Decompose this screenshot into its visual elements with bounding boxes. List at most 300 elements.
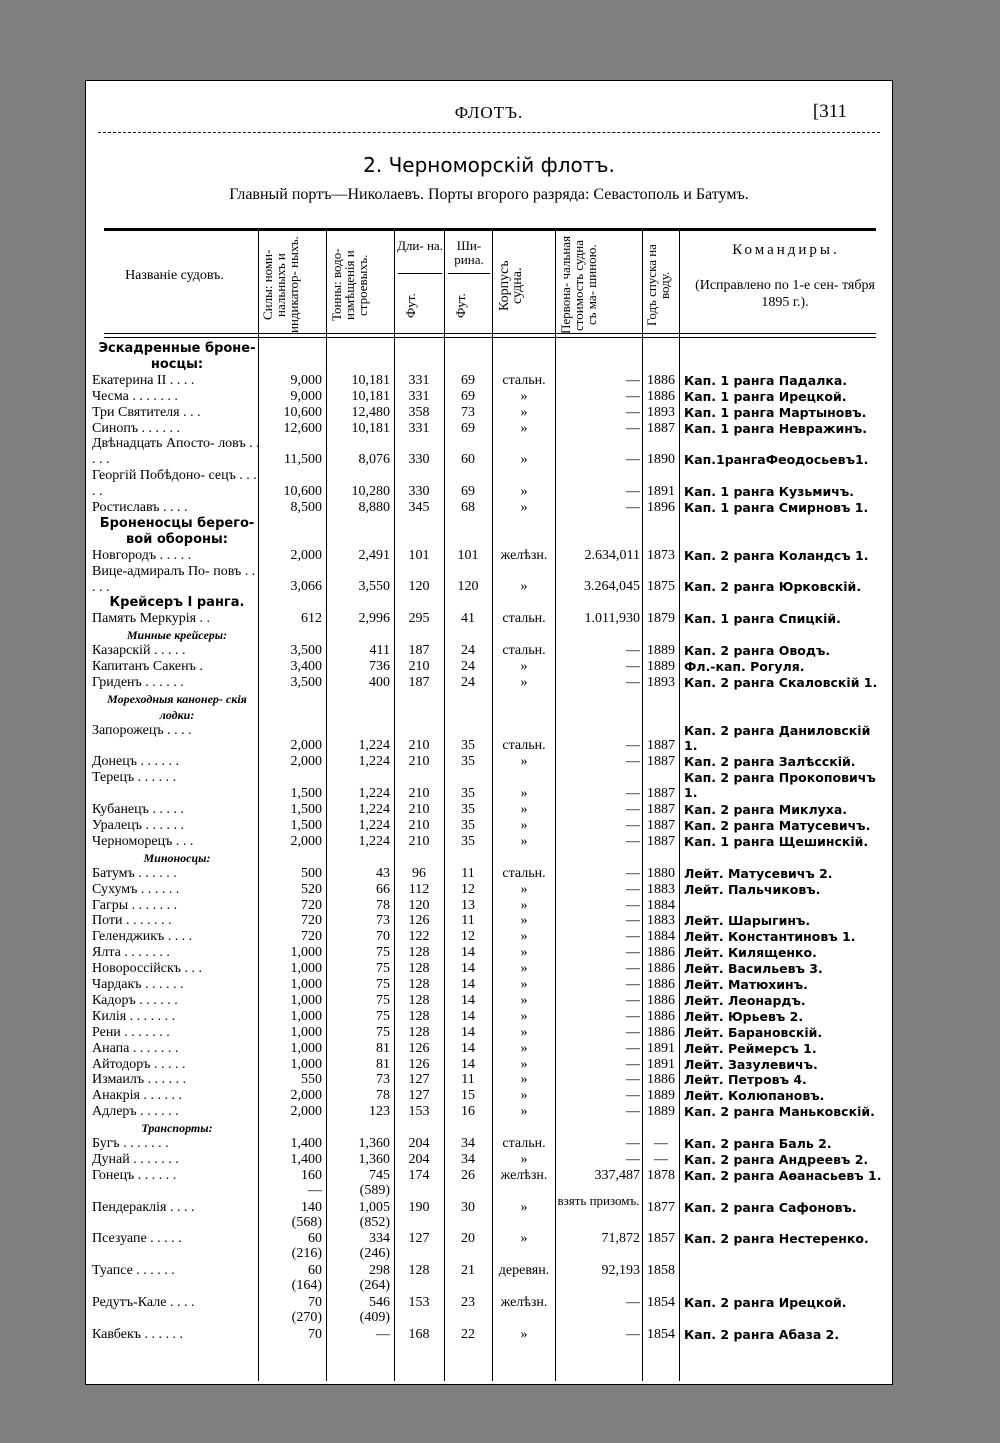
commander: Лейт. Колюпановъ. <box>684 1088 825 1104</box>
cell-cost: — <box>626 802 640 818</box>
ship-name: Капитанъ Сакенъ . <box>92 659 203 674</box>
cell-length: 330 <box>408 484 430 500</box>
cell-tons: 334 <box>369 1231 390 1247</box>
ship-name: Георгій Побѣдоно- сецъ . . . . . <box>92 468 257 500</box>
cell-year: 1873 <box>647 547 675 563</box>
cell-width: 34 <box>461 1151 475 1167</box>
cell-hull: » <box>520 754 528 770</box>
cell-length: 120 <box>408 897 430 913</box>
cell-power: 3,500 <box>290 643 322 659</box>
header-bottom-rule <box>104 333 876 334</box>
commander: Лейт. Леонардъ. <box>684 992 806 1008</box>
section-subtitle: Главный портъ—Николаевъ. Порты вгорого разряда: Севастополь и Батумъ. <box>229 186 749 203</box>
commander: Кап. 1 ранга Щешинскій. <box>684 833 869 849</box>
cell-length: 128 <box>408 977 430 992</box>
cell-width: 13 <box>461 897 475 913</box>
commander: Кап. 1 ранга Мартыновъ. <box>684 404 867 420</box>
cell-cost: — <box>626 659 640 674</box>
cell-year: 1886 <box>647 388 675 404</box>
cell-power: 9,000 <box>290 388 322 404</box>
cell-length: 101 <box>408 547 430 563</box>
ship-name: Гагры . . . . . . . <box>92 897 178 913</box>
cell-hull: » <box>520 420 528 436</box>
table-row <box>86 1152 892 1168</box>
table-row <box>86 1057 892 1073</box>
cell-year: 1886 <box>647 1008 675 1024</box>
cell-cost: — <box>626 1151 640 1167</box>
col-header-year: Годъ спуска на воду. <box>644 244 672 326</box>
table-row <box>86 405 892 421</box>
cell-power: 70 <box>308 1295 322 1310</box>
cell-length: 153 <box>408 1104 430 1120</box>
cell-power: 1,000 <box>290 1024 322 1040</box>
cell-length: 153 <box>408 1295 430 1310</box>
cell-length: 96 <box>412 865 426 881</box>
commander: Фл.-кап. Рогуля. <box>684 659 805 674</box>
ship-name: Дунай . . . . . . . <box>92 1151 179 1167</box>
col-header-power: Силы: номи- нальныхъ и индикатор- ныхъ. <box>260 236 301 334</box>
col-header-length-unit: Фут. <box>403 293 418 319</box>
cell-length: 127 <box>408 1088 430 1104</box>
cell-length: 127 <box>408 1072 430 1088</box>
cell-power-secondary: (270) <box>291 1309 322 1325</box>
cell-cost: — <box>626 1295 640 1310</box>
cell-tons-secondary: (264) <box>359 1278 390 1294</box>
cell-power: 1,400 <box>290 1151 322 1167</box>
commander: Лейт. Матусевичъ 2. <box>684 865 833 881</box>
cell-power: 1,400 <box>290 1136 322 1151</box>
group-heading: Минные крейсеры: <box>126 628 228 643</box>
cell-width: 12 <box>461 881 475 897</box>
table-row <box>86 1295 892 1311</box>
ship-name: Уралецъ . . . . . . <box>92 818 184 833</box>
cell-length: 331 <box>408 372 430 388</box>
cell-tons: 8,076 <box>358 452 390 468</box>
cell-width: 73 <box>461 404 475 420</box>
commander: Кап. 2 ранга Ирецкой. <box>684 1295 847 1310</box>
cell-width: 69 <box>461 484 475 500</box>
cell-power: 2,000 <box>290 1088 322 1104</box>
table-row <box>86 866 892 882</box>
commander: Кап. 2 ранга Миклуха. <box>684 802 848 818</box>
cell-tons: 75 <box>376 945 390 961</box>
cell-year: 1887 <box>647 786 675 802</box>
ship-name: Запорожецъ . . . . <box>92 722 192 738</box>
cell-cost: — <box>626 754 640 770</box>
group-heading: Броненосцы берего- вой обороны: <box>99 515 255 547</box>
table-row <box>86 818 892 834</box>
cell-cost: 92,193 <box>601 1263 640 1279</box>
width-sub-rule <box>448 273 490 274</box>
cell-tons: 75 <box>376 1008 390 1024</box>
cell-tons: 1,224 <box>358 802 390 818</box>
cell-tons: 2,996 <box>358 611 390 627</box>
cell-power: 1,000 <box>290 961 322 977</box>
cell-tons: 123 <box>369 1104 390 1120</box>
cell-power: 2,000 <box>290 833 322 849</box>
cell-cost: — <box>626 992 640 1008</box>
cell-power: 10,600 <box>283 484 322 500</box>
table-row <box>86 1009 892 1025</box>
cell-cost: — <box>626 1088 640 1104</box>
cell-power: 11,500 <box>284 452 322 468</box>
cell-tons-secondary: (409) <box>359 1309 390 1325</box>
cell-hull: » <box>520 945 528 961</box>
ship-name: Измаилъ . . . . . . <box>92 1072 187 1088</box>
cell-power: 10,600 <box>283 404 322 420</box>
cell-year: 1886 <box>647 992 675 1008</box>
cell-power: 70 <box>308 1326 322 1342</box>
table-row <box>86 945 892 961</box>
commander: Лейт. Барановскій. <box>684 1024 823 1040</box>
cell-width: 30 <box>461 1199 475 1215</box>
cell-tons: 73 <box>376 1072 390 1088</box>
cell-width: 11 <box>461 865 475 881</box>
cell-year: 1886 <box>647 1072 675 1088</box>
cell-hull: » <box>520 802 528 818</box>
group-heading: Транспорты: <box>141 1121 213 1136</box>
cell-year: 1854 <box>647 1295 675 1310</box>
cell-power: 2,000 <box>290 1104 322 1120</box>
cell-power: 12,600 <box>283 420 322 436</box>
cell-cost: 3.264,045 <box>584 579 640 595</box>
cell-tons: 400 <box>369 674 390 690</box>
cell-cost: — <box>626 1136 640 1151</box>
ship-name: Сухумъ . . . . . . <box>92 881 180 897</box>
cell-tons: 1,224 <box>358 786 390 802</box>
cell-length: 126 <box>408 913 430 929</box>
cell-year: 1884 <box>647 929 675 945</box>
cell-cost: — <box>626 1040 640 1056</box>
table-row <box>86 1041 892 1057</box>
cell-tons: 78 <box>376 1088 390 1104</box>
cell-width: 24 <box>461 674 475 690</box>
cell-width: 35 <box>461 833 475 849</box>
cell-power: 8,500 <box>290 500 322 515</box>
group-heading: Миноносцы: <box>143 850 211 865</box>
group-heading: Крейсеръ I ранга. <box>109 595 245 611</box>
length-sub-rule <box>398 273 442 274</box>
cell-cost: — <box>626 881 640 897</box>
cell-power: 60 <box>308 1263 322 1279</box>
cell-hull: » <box>520 897 528 913</box>
cell-cost: — <box>626 913 640 929</box>
cell-tons: 10,181 <box>351 388 390 404</box>
ship-name: Геленджикъ . . . . <box>92 929 193 945</box>
table-row <box>86 389 892 405</box>
ship-name: Память Меркурія . . <box>92 611 211 627</box>
cell-year: 1878 <box>647 1167 675 1183</box>
cell-hull: » <box>520 1199 528 1215</box>
cell-length: 210 <box>408 786 430 802</box>
cell-year: 1883 <box>647 881 675 897</box>
cell-cost: — <box>626 961 640 977</box>
cell-tons: 745 <box>369 1167 390 1183</box>
cell-length: 127 <box>408 1231 430 1247</box>
cell-width: 35 <box>461 786 475 802</box>
cell-width: 14 <box>461 992 475 1008</box>
cell-hull: » <box>520 452 528 468</box>
ship-name: Анакрія . . . . . . <box>92 1088 182 1104</box>
cell-cost: — <box>626 1072 640 1088</box>
cell-length: 187 <box>408 674 430 690</box>
commander: Кап. 2 ранга Юрковскій. <box>684 579 862 595</box>
table-row <box>86 1088 892 1104</box>
ship-name: Гонецъ . . . . . . <box>92 1167 177 1183</box>
commander: Кап. 1 ранга Ирецкой. <box>684 388 847 404</box>
cell-cost: — <box>626 945 640 961</box>
cell-cost: взять призомъ. <box>557 1192 640 1208</box>
cell-width: 24 <box>461 643 475 659</box>
cell-hull: » <box>520 500 528 515</box>
cell-width: 14 <box>461 1056 475 1072</box>
cell-cost: 71,872 <box>601 1231 640 1247</box>
table-row <box>86 723 892 755</box>
cell-length: 331 <box>408 420 430 436</box>
cell-width: 41 <box>461 611 475 627</box>
cell-width: 35 <box>461 738 475 754</box>
commander: Кап. 1 ранга Смирновъ 1. <box>684 500 869 515</box>
commander: Кап. 2 ранга Даниловскій 1. <box>684 722 871 753</box>
cell-length: 168 <box>408 1326 430 1342</box>
cell-power: 1,000 <box>290 945 322 961</box>
ship-name: Ялта . . . . . . . <box>92 945 170 961</box>
table-row <box>86 675 892 691</box>
cell-length: 330 <box>408 452 430 468</box>
cell-tons: 73 <box>376 913 390 929</box>
cell-width: 35 <box>461 818 475 833</box>
cell-year: 1886 <box>647 372 675 388</box>
cell-power: 1,000 <box>290 992 322 1008</box>
cell-hull: желѣзн. <box>500 1295 548 1310</box>
cell-hull: желѣзн. <box>500 1167 548 1183</box>
cell-power: 720 <box>301 929 322 945</box>
cell-hull: » <box>520 1072 528 1088</box>
cell-length: 174 <box>408 1167 430 1183</box>
cell-tons: 411 <box>369 643 390 659</box>
ship-name: Синопъ . . . . . . <box>92 420 181 436</box>
cell-cost: — <box>626 929 640 945</box>
cell-tons: 546 <box>369 1295 390 1310</box>
cell-year: 1857 <box>647 1231 675 1247</box>
cell-tons: 298 <box>369 1263 390 1279</box>
cell-tons: 43 <box>376 865 390 881</box>
cell-length: 112 <box>408 881 430 897</box>
table-row <box>86 1072 892 1088</box>
table-row <box>86 500 892 516</box>
cell-hull: стальн. <box>502 1136 546 1151</box>
cell-hull: желѣзн. <box>500 547 548 563</box>
fleet-table <box>86 231 892 1381</box>
cell-cost: — <box>626 404 640 420</box>
cell-length: 210 <box>408 754 430 770</box>
cell-width: 11 <box>461 1072 475 1088</box>
cell-year: 1886 <box>647 977 675 992</box>
cell-power: 1,000 <box>290 977 322 992</box>
table-row <box>86 564 892 596</box>
cell-tons: 78 <box>376 897 390 913</box>
cell-width: 11 <box>461 913 475 929</box>
table-row <box>86 993 892 1009</box>
running-title: ФЛОТЪ. <box>454 103 524 122</box>
cell-year: 1891 <box>647 1040 675 1056</box>
commander: Лейт. Константиновъ 1. <box>684 929 856 945</box>
cell-power: 3,066 <box>290 579 322 595</box>
cell-year: 1893 <box>647 404 675 420</box>
cell-cost: — <box>626 420 640 436</box>
ship-name: Псезуапе . . . . . <box>92 1231 182 1247</box>
cell-power: 720 <box>301 913 322 929</box>
cell-length: 128 <box>408 945 430 961</box>
cell-tons: 75 <box>376 992 390 1008</box>
cell-power-secondary: (216) <box>291 1246 322 1262</box>
table-row <box>86 898 892 914</box>
cell-length: 190 <box>408 1199 430 1215</box>
cell-length: 128 <box>408 992 430 1008</box>
section-title: 2. Черноморскій флотъ. <box>363 153 615 177</box>
cell-length: 210 <box>408 802 430 818</box>
cell-hull: » <box>520 1104 528 1120</box>
ship-name: Гриденъ . . . . . . <box>92 674 184 690</box>
cell-power: 2,000 <box>290 738 322 754</box>
table-row <box>86 643 892 659</box>
cell-power: 500 <box>301 865 322 881</box>
cell-tons: 2,491 <box>358 547 390 563</box>
running-head <box>86 99 892 129</box>
table-row <box>86 1231 892 1247</box>
ship-name: Екатерина II . . . . <box>92 372 195 388</box>
page-number: [311 <box>812 101 847 122</box>
cell-year: 1891 <box>647 1056 675 1072</box>
cell-year: 1893 <box>647 674 675 690</box>
cell-year: 1887 <box>647 833 675 849</box>
col-header-tons: Тонны: водо- измѣщенія и строевыхъ. <box>329 248 370 322</box>
ship-name: Донецъ . . . . . . <box>92 754 179 770</box>
cell-tons: 81 <box>376 1040 390 1056</box>
commander: Кап. 1 ранга Невражинъ. <box>684 420 867 436</box>
cell-year: 1886 <box>647 1024 675 1040</box>
cell-cost: — <box>626 500 640 515</box>
cell-year: 1887 <box>647 420 675 436</box>
cell-length: 295 <box>408 611 430 627</box>
cell-hull: стальн. <box>502 372 546 388</box>
ship-name: Батумъ . . . . . . <box>92 865 177 881</box>
cell-power: 1,500 <box>290 802 322 818</box>
cell-year: 1887 <box>647 754 675 770</box>
cell-year: 1889 <box>647 1088 675 1104</box>
cell-hull: » <box>520 1024 528 1040</box>
col-header-commanders-note: (Исправлено по 1-е сен- тября 1895 г.). <box>695 278 875 310</box>
table-row <box>86 882 892 898</box>
cell-hull: стальн. <box>502 865 546 881</box>
cell-power: 2,000 <box>290 754 322 770</box>
ship-name: Туапсе . . . . . . <box>92 1263 175 1279</box>
cell-power: 1,500 <box>290 818 322 833</box>
cell-power: 160 <box>301 1167 322 1183</box>
cell-hull: » <box>520 388 528 404</box>
cell-power: 520 <box>301 881 322 897</box>
ship-name: Пендераклія . . . . <box>92 1199 195 1215</box>
cell-tons: 10,280 <box>351 484 390 500</box>
cell-power: 1,000 <box>290 1056 322 1072</box>
ship-name: Новгородъ . . . . . <box>92 547 192 563</box>
cell-tons: 736 <box>369 659 390 674</box>
cell-length: 128 <box>408 961 430 977</box>
cell-length: 210 <box>408 738 430 754</box>
cell-year: 1879 <box>647 611 675 627</box>
commander: Лейт. Юрьевъ 2. <box>684 1008 804 1024</box>
cell-cost: 1.011,930 <box>584 611 640 627</box>
cell-tons: 10,181 <box>351 420 390 436</box>
cell-hull: » <box>520 1151 528 1167</box>
cell-year: 1887 <box>647 818 675 833</box>
table-row <box>86 913 892 929</box>
cell-cost: — <box>626 1104 640 1120</box>
cell-year: 1854 <box>647 1326 675 1342</box>
table-row <box>86 754 892 770</box>
cell-width: 60 <box>461 452 475 468</box>
cell-cost: — <box>626 674 640 690</box>
col-header-length: Дли- на. <box>397 238 443 253</box>
cell-hull: » <box>520 1088 528 1104</box>
commander: Кап. 2 ранга Сафоновъ. <box>684 1199 857 1215</box>
cell-width: 16 <box>461 1104 475 1120</box>
table-row <box>86 436 892 468</box>
cell-year: 1880 <box>647 865 675 881</box>
cell-cost: — <box>626 1326 640 1342</box>
cell-length: 126 <box>408 1056 430 1072</box>
cell-hull: » <box>520 484 528 500</box>
group-heading: Мореходныя канонер- скія лодки: <box>107 691 247 722</box>
commander: Лейт. Шарыгинъ. <box>684 913 811 929</box>
table-row <box>86 373 892 389</box>
commander: Кап. 1 ранга Спицкій. <box>684 611 841 627</box>
commander: Кап. 2 ранга Прокоповичъ 1. <box>684 770 876 801</box>
ship-name: Кубанецъ . . . . . <box>92 802 184 818</box>
ship-name: Чардакъ . . . . . . <box>92 977 184 992</box>
cell-cost: — <box>626 786 640 802</box>
table-row <box>86 421 892 437</box>
cell-width: 14 <box>461 961 475 977</box>
cell-cost: — <box>626 484 640 500</box>
cell-hull: » <box>520 929 528 945</box>
ship-name: Рени . . . . . . . <box>92 1024 170 1040</box>
ship-name: Черноморецъ . . . <box>92 833 194 849</box>
cell-tons: 75 <box>376 977 390 992</box>
cell-tons: 8,880 <box>358 500 390 515</box>
cell-cost: — <box>626 388 640 404</box>
cell-hull: » <box>520 913 528 929</box>
cell-power-secondary: (568) <box>291 1214 322 1230</box>
cell-length: 210 <box>408 833 430 849</box>
cell-hull: » <box>520 786 528 802</box>
commander: Кап. 2 ранга Коландсъ 1. <box>684 547 869 563</box>
commander: Кап. 2 ранга Нестеренко. <box>684 1231 869 1247</box>
ship-name: Адлеръ . . . . . . <box>92 1104 179 1120</box>
commander: Кап. 2 ранга Маньковскій. <box>684 1104 875 1120</box>
cell-hull: » <box>520 674 528 690</box>
cell-year: 1887 <box>647 738 675 754</box>
cell-tons-secondary: (589) <box>359 1182 390 1198</box>
commander: Лейт. Зазулевичъ. <box>684 1056 818 1072</box>
cell-year: 1877 <box>647 1199 675 1215</box>
header-bottom-rule-2 <box>104 337 876 338</box>
cell-width: 101 <box>457 547 479 563</box>
cell-year: 1883 <box>647 913 675 929</box>
cell-hull: деревян. <box>498 1263 550 1279</box>
ship-name: Поти . . . . . . . <box>92 913 172 929</box>
cell-length: 128 <box>408 1024 430 1040</box>
